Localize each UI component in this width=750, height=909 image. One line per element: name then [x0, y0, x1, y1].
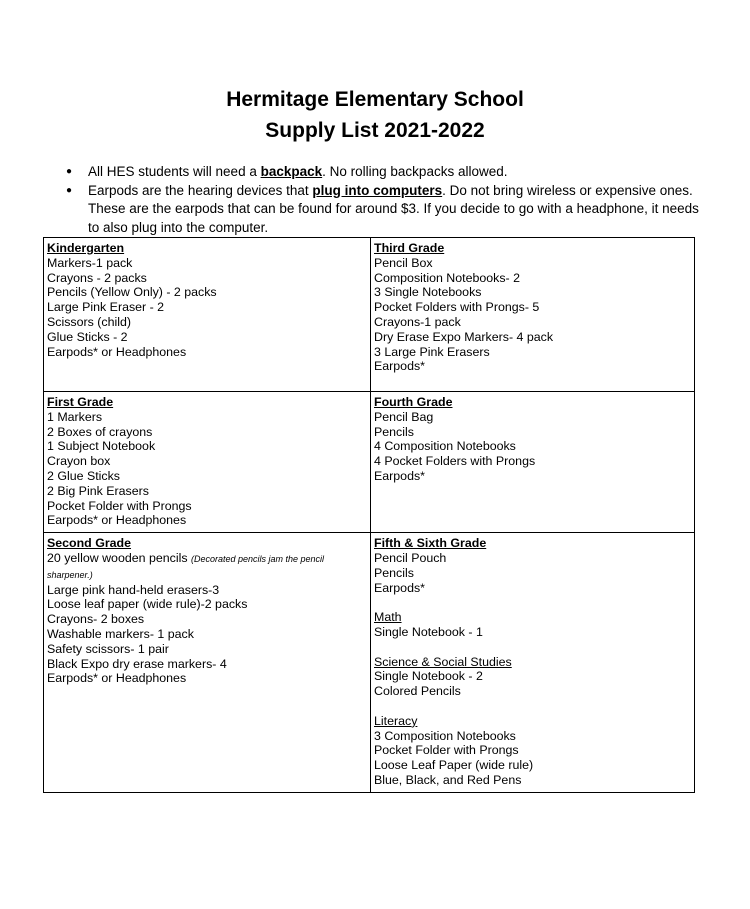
- list-item: Large pink hand-held erasers-3: [47, 582, 220, 597]
- list-item: 4 Pocket Folders with Prongs: [374, 454, 536, 469]
- list-title: Supply List 2021-2022: [265, 119, 485, 142]
- list-item: Glue Sticks - 2: [47, 329, 128, 344]
- list-item: Pocket Folder with Prongs: [374, 743, 519, 758]
- spacer: [374, 699, 691, 714]
- list-item: Single Notebook - 1: [374, 624, 483, 639]
- third-grade-heading: Third Grade: [374, 241, 445, 255]
- list-item: Earpods*: [374, 580, 425, 595]
- list-item: Scissors (child): [47, 314, 131, 329]
- list-item: Crayon box: [47, 454, 111, 469]
- list-item: 1 Subject Notebook: [47, 439, 156, 454]
- list-item: Pencil Pouch: [374, 550, 447, 565]
- earpods-note: ● Earpods are the hearing devices that plug into computers. Do not bring wireless or expensive ones. These are the earpods that can be found for around $3. If you decide to go with a headphone, it needs to also plug into the computer.: [60, 182, 710, 238]
- spacer: [374, 640, 691, 655]
- list-item: Crayons-1 pack: [374, 314, 461, 329]
- list-item: Colored Pencils: [374, 684, 461, 699]
- first-grade-cell: [44, 392, 371, 533]
- list-item: Loose leaf paper (wide rule)-2 packs: [47, 597, 248, 612]
- list-item: 3 Composition Notebooks: [374, 728, 516, 743]
- list-item: 20 yellow wooden pencils (Decorated pencils jam the pencil sharpener.): [47, 550, 325, 580]
- list-item: 3 Single Notebooks: [374, 285, 482, 300]
- list-item: Washable markers- 1 pack: [47, 626, 194, 641]
- list-item: Pencils (Yellow Only) - 2 packs: [47, 285, 217, 300]
- third-grade-cell: [371, 238, 695, 392]
- list-item: Pencils: [374, 565, 414, 580]
- backpack-emphasis: backpack: [260, 164, 323, 179]
- document-title: [0, 84, 750, 146]
- list-item: 2 Glue Sticks: [47, 468, 120, 483]
- list-item: Earpods* or Headphones: [47, 344, 187, 359]
- kindergarten-cell: [44, 238, 371, 392]
- list-item: Earpods* or Headphones: [47, 513, 187, 528]
- list-item: Large Pink Eraser - 2: [47, 300, 165, 315]
- list-item: Loose Leaf Paper (wide rule): [374, 758, 534, 773]
- list-item: Blue, Black, and Red Pens: [374, 772, 522, 787]
- pencil-note: (Decorated pencils jam the pencil sharpener.): [47, 553, 325, 580]
- fourth-grade-heading: Fourth Grade: [374, 395, 453, 409]
- second-grade-cell: [44, 533, 371, 793]
- school-name: Hermitage Elementary School: [226, 88, 524, 111]
- fifth-sixth-grade-heading: Fifth & Sixth Grade: [374, 536, 487, 551]
- backpack-note: ● All HES students will need a backpack. No rolling backpacks allowed.: [60, 163, 710, 182]
- list-item: Pocket Folder with Prongs: [47, 498, 192, 513]
- literacy-subheading: Literacy: [374, 713, 418, 728]
- first-grade-heading: First Grade: [47, 395, 114, 409]
- list-item: Pencils: [374, 424, 414, 439]
- list-item: Crayons- 2 boxes: [47, 612, 145, 627]
- list-item: 1 Markers: [47, 409, 103, 424]
- list-item: Safety scissors- 1 pair: [47, 641, 169, 656]
- list-item: Earpods* or Headphones: [47, 671, 187, 686]
- list-item: Pencil Box: [374, 255, 433, 270]
- list-item: Black Expo dry erase markers- 4: [47, 656, 227, 671]
- science-subheading: Science & Social Studies: [374, 654, 512, 669]
- kindergarten-heading: Kindergarten: [47, 241, 125, 255]
- spacer: [374, 595, 691, 610]
- list-item: 3 Large Pink Erasers: [374, 344, 490, 359]
- list-item: Earpods*: [374, 359, 425, 374]
- computers-emphasis: plug into computers: [312, 182, 443, 198]
- supply-table: [43, 237, 695, 793]
- list-item: Markers-1 pack: [47, 255, 133, 270]
- math-subheading: Math: [374, 610, 402, 625]
- list-item: Pocket Folders with Prongs- 5: [374, 300, 540, 315]
- fifth-sixth-grade-cell: [371, 533, 695, 793]
- list-item: Dry Erase Expo Markers- 4 pack: [374, 329, 554, 344]
- second-grade-heading: Second Grade: [47, 536, 132, 551]
- list-item: 2 Boxes of crayons: [47, 424, 153, 439]
- fourth-grade-cell: [371, 392, 695, 533]
- list-item: 2 Big Pink Erasers: [47, 483, 149, 498]
- list-item: 4 Composition Notebooks: [374, 439, 516, 454]
- list-item: Single Notebook - 2: [374, 669, 483, 684]
- general-notes: [60, 163, 710, 237]
- list-item: Composition Notebooks- 2: [374, 270, 521, 285]
- list-item: Crayons - 2 packs: [47, 270, 147, 285]
- list-item: Earpods*: [374, 468, 425, 483]
- list-item: Pencil Bag: [374, 409, 434, 424]
